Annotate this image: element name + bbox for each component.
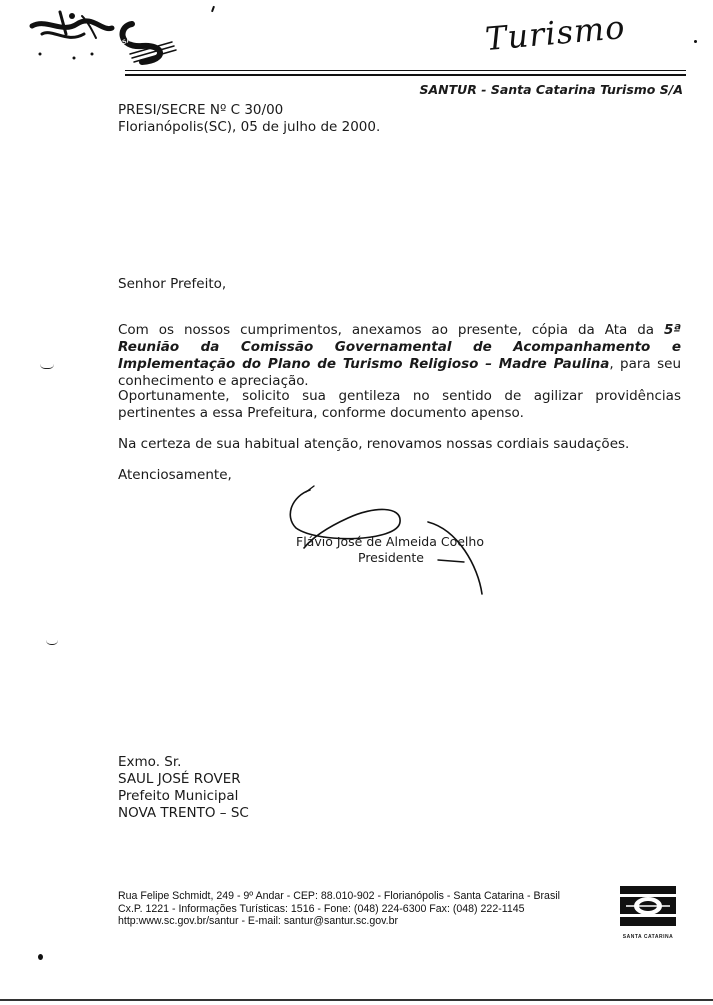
scan-speck	[211, 6, 215, 12]
logo-text: SANTUR	[121, 31, 148, 47]
scan-speck	[40, 364, 54, 369]
scan-speck	[46, 640, 58, 645]
footer-address	[118, 890, 598, 928]
handwritten-word: Turismo	[483, 7, 627, 59]
reference-block	[118, 102, 380, 136]
state-emblem	[616, 884, 680, 938]
handwritten-turismo	[483, 7, 645, 66]
signature-block	[296, 534, 516, 566]
footer-line-2: Cx.P. 1221 - Informações Turísticas: 1516 - Fone: (048) 224-6300 Fax: (048) 222-1145	[118, 902, 525, 915]
closing: Atenciosamente,	[118, 467, 232, 483]
recipient-line-4: NOVA TRENTO – SC	[118, 805, 249, 821]
footer-line-3: http:www.sc.gov.br/santur - E-mail: santur@santur.sc.gov.br	[118, 915, 399, 927]
scan-speck	[0, 999, 713, 1001]
paragraph-1-start: Com os nossos cumprimentos, anexamos ao presente, cópia da Ata da	[118, 322, 664, 338]
paragraph-1-bold: 5ª Reunião da Comissão Governamental de Acompanhamento e Implementação do Plano de Turismo Religioso – Madre Paulina	[118, 322, 681, 372]
header-rule-thin	[125, 70, 686, 71]
scan-speck	[694, 40, 697, 43]
recipient-line-3: Prefeito Municipal	[118, 788, 239, 804]
reference-number: PRESI/SECRE Nº C 30/00	[118, 102, 284, 118]
recipient-line-1: Exmo. Sr.	[118, 754, 182, 770]
company-suffix: - Santa Catarina Turismo S/A	[476, 82, 683, 97]
company-prefix: SANTUR	[419, 82, 477, 97]
company-name	[419, 82, 683, 97]
santur-logo	[22, 4, 182, 74]
salutation: Senhor Prefeito,	[118, 276, 227, 292]
paragraph-1	[118, 322, 681, 390]
signer-title: Presidente	[358, 550, 424, 565]
paragraph-2: Oportunamente, solicito sua gentileza no sentido de agilizar providências pertinentes a essa Prefeitura, conforme documento apenso.	[118, 388, 681, 421]
recipient-line-2: SAUL JOSÉ ROVER	[118, 771, 241, 787]
signer-name: Flávio José de Almeida Coelho	[296, 534, 484, 549]
paragraph-1-end: , para seu conhecimento e apreciação.	[118, 356, 681, 389]
scan-speck	[38, 954, 43, 960]
reference-place-date: Florianópolis(SC), 05 de julho de 2000.	[118, 119, 381, 135]
recipient-block	[118, 754, 249, 822]
paragraph-3: Na certeza de sua habitual atenção, renovamos nossas cordiais saudações.	[118, 436, 630, 452]
header-rule-thick	[125, 74, 686, 76]
emblem-caption: SANTA CATARINA	[622, 934, 674, 940]
logo-mark-icon	[22, 4, 182, 74]
footer-line-1: Rua Felipe Schmidt, 249 - 9º Andar - CEP: 88.010-902 - Florianópolis - Santa Catarina - Brasil	[118, 890, 560, 902]
emblem-icon	[616, 884, 680, 930]
